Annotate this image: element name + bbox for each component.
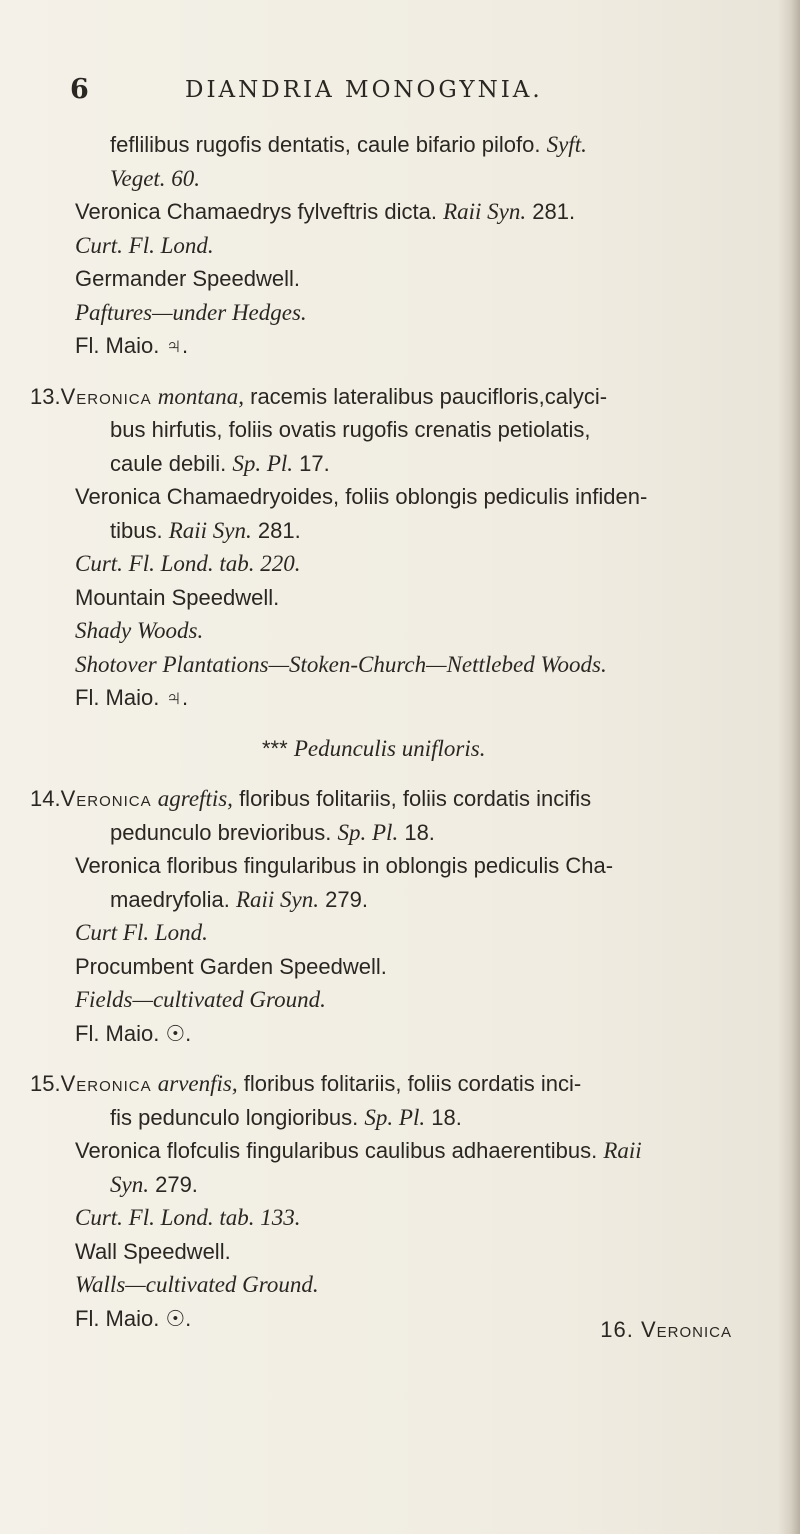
entry-12-english-name: Germander Speedwell. [75, 266, 301, 291]
entry-15-synonym: Veronica flofculis fingularibus caulibus adhaerentibus. Raii [75, 1138, 642, 1163]
entry-15-line: fis pedunculo longioribus. Sp. Pl. 18. [110, 1104, 462, 1130]
entry-13-habitat: Shady Woods. [75, 618, 204, 643]
entry-14-line: maedryfolia. Raii Syn. 279. [110, 886, 368, 912]
entry-12-flowering: Fl. Maio. ♃. [75, 333, 189, 358]
entry-13-locality: Shotover Plantations—Stoken-Church—Nettlebed Woods. [75, 651, 607, 677]
page-text [0, 128, 800, 1335]
entry-15-line: Syn. 279. [110, 1171, 198, 1197]
page-header [70, 70, 770, 110]
entry-15-heading: 15.Veronica arvenfis, floribus folitariis, foliis cordatis inci- [30, 1071, 582, 1096]
entry-13-line: caule debili. Sp. Pl. 17. [110, 450, 330, 476]
entry-13-english-name: Mountain Speedwell. [75, 584, 280, 610]
entry-13-synonym: Veronica Chamaedryoides, foliis oblongis pediculis infiden- [75, 484, 648, 509]
entry-13-line: bus hirfutis, foliis ovatis rugofis crenatis petiolatis, [110, 417, 591, 442]
entry-14-habitat: Fields—cultivated Ground. [75, 987, 326, 1012]
entry-14-flowering: Fl. Maio. ☉. [75, 1020, 192, 1046]
entry-15-habitat: Walls—cultivated Ground. [75, 1272, 319, 1297]
entry-13-flowering: Fl. Maio. ♃. [75, 685, 189, 710]
entry-15-flowering: Fl. Maio. ☉. [75, 1305, 192, 1331]
catchword: 16. Veronica [600, 1317, 732, 1342]
page-number: 6 [70, 74, 89, 105]
entry-12-synonym: Veronica Chamaedrys fylveftris dicta. Raii Syn. 281. [75, 199, 576, 224]
entry-12-habitat: Paftures—under Hedges. [75, 299, 307, 325]
entry-12-curtis: Curt. Fl. Lond. [75, 232, 214, 258]
running-head: DIANDRIA MONOGYNIA. [185, 77, 543, 103]
entry-14-synonym: Veronica floribus fingularibus in oblongis pediculis Cha- [75, 853, 614, 878]
entry-12-line: feflilibus rugofis dentatis, caule bifario pilofo. Syft. [110, 132, 587, 157]
entry-14-english-name: Procumbent Garden Speedwell. [75, 953, 387, 979]
section-heading: *** Pedunculis unifloris. [262, 735, 486, 761]
entry-14-heading: 14.Veronica agreftis, floribus folitariis, foliis cordatis incifis [30, 786, 592, 811]
entry-15-curtis: Curt. Fl. Lond. tab. 133. [75, 1205, 301, 1230]
entry-12-line: Veget. 60. [110, 165, 201, 191]
entry-13-heading: 13.Veronica montana, racemis lateralibus paucifloris,calyci- [30, 383, 608, 409]
entry-13-curtis: Curt. Fl. Lond. tab. 220. [75, 551, 301, 576]
entry-13-line: tibus. Raii Syn. 281. [110, 517, 301, 543]
entry-14-curtis: Curt Fl. Lond. [75, 920, 208, 945]
entry-14-line: pedunculo brevioribus. Sp. Pl. 18. [110, 819, 435, 845]
entry-15-english-name: Wall Speedwell. [75, 1238, 231, 1264]
